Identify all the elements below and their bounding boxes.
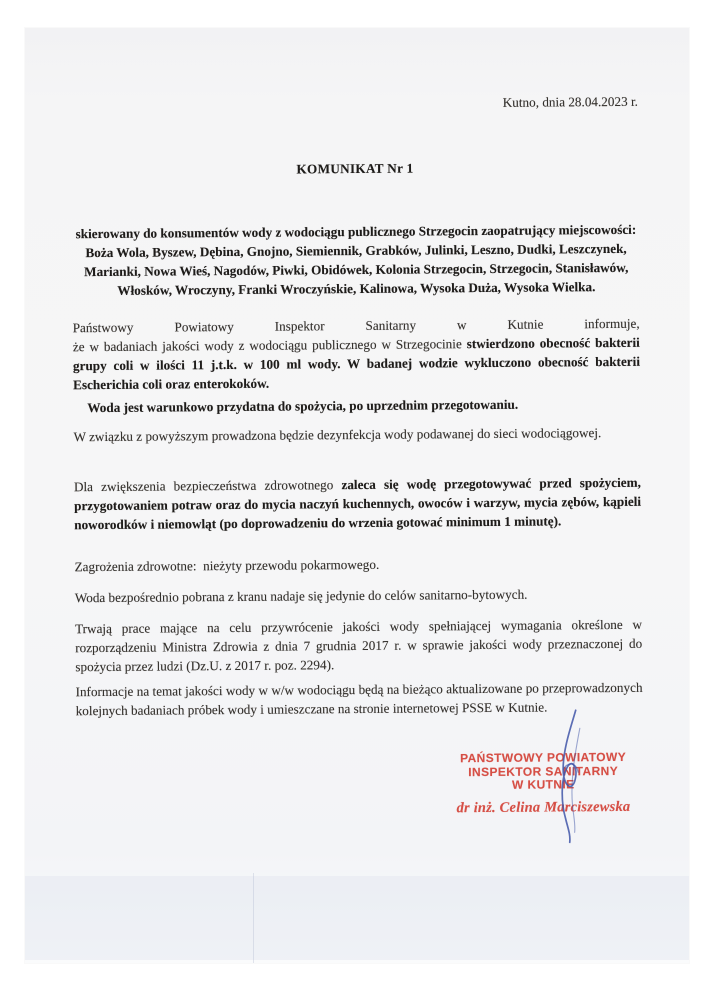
updates-info-paragraph: Informacje na temat jakości wody w w/w wodociągu będą na bieżąco aktualizowane po przeprowadzonych kolejnych badaniach próbek wody i umieszczane na stronie internetowej PSSE w Kutnie. [75, 679, 646, 719]
recommendation-bold: zaleca się wodę przegotowywać przed spożyciem, przygotowaniem potraw oraz do mycia naczyń kuchennych, owoców i warzyw, mycia zębów, kąpieli noworodków i niemowląt (po doprowadzeniu do wrzenia gotować minimum 1 minutę). [74, 474, 645, 533]
document-content [21, 25, 692, 965]
stamp-signer-name: dr inż. Celina Marciszewska [456, 798, 631, 816]
health-hazards-line: Zagrożenia zdrowotne: nieżyty przewodu pokarmowego. [74, 556, 380, 575]
stamp-line-1: PAŃSTWOWY POWIATOWY [459, 749, 627, 766]
inspector-stamp [439, 751, 647, 816]
disinfection-paragraph: W związku z powyższym prowadzona będzie dezynfekcja wody podawanej do sieci wodociągowej. [73, 425, 602, 445]
inspector-findings-normal: że w badaniach jakości wody z wodociągu publicznego w Strzegocinie [72, 336, 467, 355]
tap-water-use-line: Woda bezpośrednio pobrana z kranu nadaje się jedynie do celów sanitarno-bytowych. [74, 586, 528, 606]
inspector-findings-paragraph [72, 314, 644, 394]
scanned-document-page [25, 28, 689, 963]
conditional-use-warning: Woda jest warunkowo przydatna do spożycia, po uprzednim przegotowaniu. [87, 396, 519, 416]
document-title: KOMUNIKAT Nr 1 [296, 160, 414, 177]
recommendation-normal: Dla zwiększenia bezpieczeństwa zdrowotnego [73, 477, 342, 495]
inspector-findings-line1: Państwowy Powiatowy Inspektor Sanitarny w Kutnie informuje, [72, 315, 640, 336]
addressees-paragraph: skierowany do konsumentów wody z wodociągu publicznego Strzegocin zaopatrujący miejscowości: Boża Wola, Byszew, Dębina, Gnojno, Siemiennik, Grabków, Julinki, Leszno, Dudki, Leszczynek, Marianki, Nowa Wieś, Nagodów, Piwki, Obidówek, Kolonia Strzegocin, Strzegocin, Stanisławów, Włosków, Wroczyny, Franki Wroczyńskie, Kalinowa, Wysoka Duża, Wysoka Wielka. [75, 221, 640, 298]
date-line: Kutno, dnia 28.04.2023 r. [502, 93, 638, 110]
inspector-findings-bold: stwierdzono obecność bakterii grupy coli w ilości 11 j.t.k. w 100 ml wody. W badanej wodzie wykluczono obecność bakterii Escherichia coli oraz enterokoków. [72, 334, 644, 393]
stamp-line-2: INSPEKTOR SANITARNY [468, 763, 619, 779]
boiling-recommendation-paragraph [73, 473, 645, 534]
restoration-works-paragraph: Trwają prace mające na celu przywrócenie jakości wody spełniającej wymagania określone w rozporządzeniu Ministra Zdrowia z dnia 7 grudnia 2017 r. w sprawie jakości wody przeznaczonej do spożycia przez ludzi (Dz.U. z 2017 r. poz. 2294). [74, 616, 646, 675]
stamp-line-3: W KUTNIE [511, 777, 575, 792]
